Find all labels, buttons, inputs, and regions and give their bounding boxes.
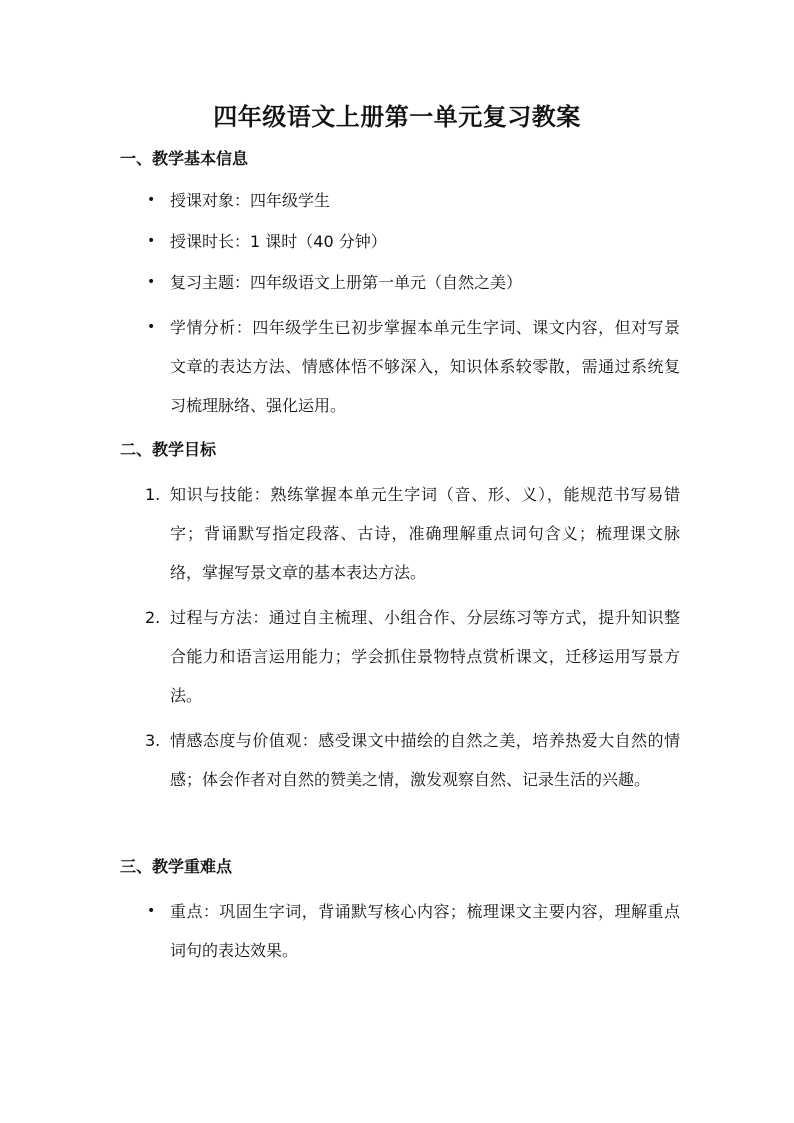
list-item-text: 过程与方法：通过自主梳理、小组合作、分层练习等方式，提升知识整合能力和语言运用能力；学会抓住景物特点赏析课文，迁移运用写景方法。 <box>170 608 680 705</box>
list-item-text: 授课时长：1 课时（40 分钟） <box>170 232 387 251</box>
list-item-text: 复习主题：四年级语文上册第一单元（自然之美） <box>170 273 523 292</box>
bullet-icon: • <box>147 274 156 290</box>
section-heading-teaching-goals: 二、教学目标 <box>120 440 217 459</box>
list-item <box>145 721 685 799</box>
list-number: 3. <box>145 731 161 750</box>
document-title: 四年级语文上册第一单元复习教案 <box>213 103 581 131</box>
list-item <box>145 475 685 592</box>
list-item <box>145 892 685 970</box>
list-item <box>145 222 685 261</box>
list-item-text: 知识与技能：熟练掌握本单元生字词（音、形、义），能规范书写易错字；背诵默写指定段落、古诗，准确理解重点词句含义；梳理课文脉络，掌握写景文章的基本表达方法。 <box>170 485 680 582</box>
list-number: 2. <box>145 608 161 627</box>
list-item <box>145 263 685 302</box>
bullet-icon: • <box>147 233 156 249</box>
bullet-icon: • <box>147 192 156 208</box>
section-heading-basic-info: 一、教学基本信息 <box>120 149 249 168</box>
bullet-icon: • <box>147 903 156 919</box>
list-item-text: 重点：巩固生字词，背诵默写核心内容；梳理课文主要内容，理解重点词句的表达效果。 <box>170 902 680 960</box>
list-item <box>145 308 685 425</box>
bullet-icon: • <box>147 319 156 335</box>
list-item-text: 学情分析：四年级学生已初步掌握本单元生字词、课文内容，但对写景文章的表达方法、情感体悟不够深入，知识体系较零散，需通过系统复习梳理脉络、强化运用。 <box>170 318 680 415</box>
section-heading-key-difficulties: 三、教学重难点 <box>120 857 233 876</box>
list-item-text: 情感态度与价值观：感受课文中描绘的自然之美，培养热爱大自然的情感；体会作者对自然的赞美之情，激发观察自然、记录生活的兴趣。 <box>170 731 680 789</box>
list-number: 1. <box>145 485 161 504</box>
list-item <box>145 181 685 220</box>
list-item <box>145 598 685 715</box>
list-item-text: 授课对象：四年级学生 <box>170 191 331 210</box>
